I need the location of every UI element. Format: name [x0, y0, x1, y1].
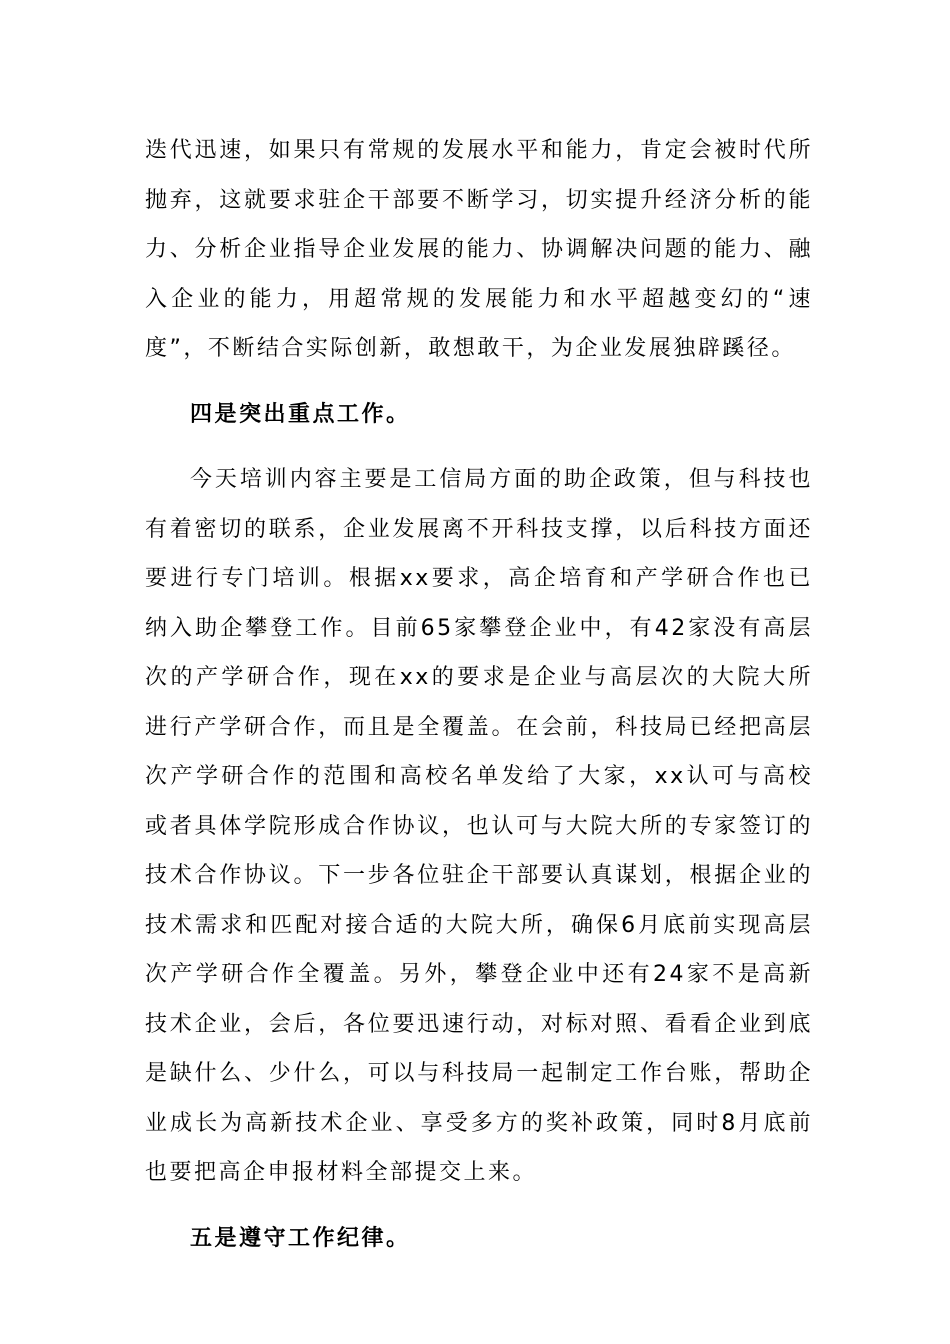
- section-heading-five: 五是遵守工作纪律。: [190, 1225, 411, 1251]
- paragraph-continuation: 迭代迅速，如果只有常规的发展水平和能力，肯定会被时代所抛弃，这就要求驻企干部要不断学习，切实提升经济分析的能力、分析企业指导企业发展的能力、协调解决问题的能力、融入企业的能力，用超常规的发展能力和水平超越变幻的“速度”，不断结合实际创新，敢想敢干，为企业发展独辟蹊径。: [145, 138, 813, 361]
- paragraph-key-work: 今天培训内容主要是工信局方面的助企政策，但与科技也有着密切的联系，企业发展离不开科技支撑，以后科技方面还要进行专门培训。根据xx要求，高企培育和产学研合作也已纳入助企攀登工作。目前65家攀登企业中，有42家没有高层次的产学研合作，现在xx的要求是企业与高层次的大院大所进行产学研合作，而且是全覆盖。在会前，科技局已经把高层次产学研合作的范围和高校名单发给了大家，xx认可与高校或者具体学院形成合作协议，也认可与大院大所的专家签订的技术合作协议。下一步各位驻企干部要认真谋划，根据企业的技术需求和匹配对接合适的大院大所，确保6月底前实现高层次产学研合作全覆盖。另外，攀登企业中还有24家不是高新技术企业，会后，各位要迅速行动，对标对照、看看企业到底是缺什么、少什么，可以与科技局一起制定工作台账，帮助企业成长为高新技术企业、享受多方的奖补政策，同时8月底前也要把高企申报材料全部提交上来。: [145, 467, 813, 1185]
- document-body: [145, 126, 813, 1279]
- section-heading-four: 四是突出重点工作。: [190, 401, 411, 427]
